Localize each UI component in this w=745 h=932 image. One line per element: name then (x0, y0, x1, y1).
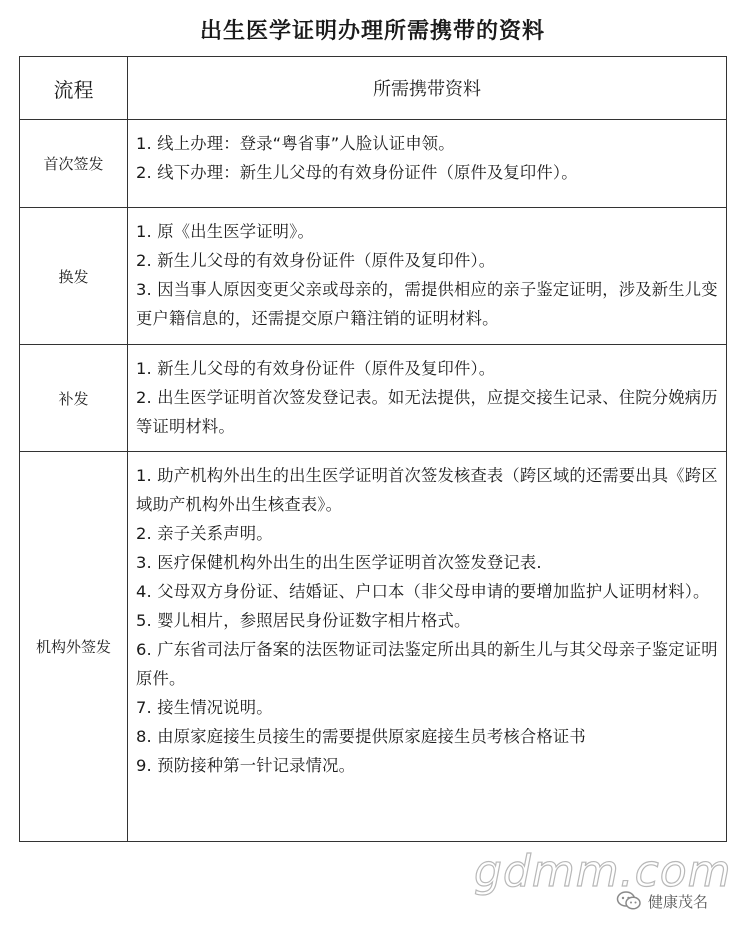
materials-cell (128, 208, 727, 345)
materials-cell (128, 452, 727, 842)
material-item: 2. 亲子关系声明。 (136, 524, 273, 543)
table-header-row (20, 57, 727, 120)
process-step: 换发 (20, 208, 128, 345)
table-body (20, 120, 727, 842)
table-row (20, 345, 727, 452)
material-item: 1. 线上办理：登录“粤省事”人脸认证申领。 (136, 134, 455, 153)
material-item: 3. 医疗保健机构外出生的出生医学证明首次签发登记表. (136, 553, 542, 572)
material-item: 2. 线下办理：新生儿父母的有效身份证件（原件及复印件）。 (136, 163, 578, 182)
material-item: 2. 新生儿父母的有效身份证件（原件及复印件）。 (136, 251, 496, 270)
watermark: gdmm.com (474, 846, 732, 897)
table-row (20, 208, 727, 345)
material-item: 2. 出生医学证明首次签发登记表。如无法提供，应提交接生记录、住院分娩病历等证明材料。 (136, 388, 718, 436)
material-item: 3. 因当事人原因变更父亲或母亲的，需提供相应的亲子鉴定证明，涉及新生儿变更户籍信息的，还需提交原户籍注销的证明材料。 (136, 280, 718, 328)
material-item: 1. 新生儿父母的有效身份证件（原件及复印件）。 (136, 359, 496, 378)
material-item: 9. 预防接种第一针记录情况。 (136, 756, 356, 775)
brand-name: 健康茂名 (648, 892, 709, 911)
materials-cell (128, 345, 727, 452)
header-materials: 所需携带资料 (128, 57, 727, 120)
brand-signature (616, 890, 708, 912)
material-item: 6. 广东省司法厅备案的法医物证司法鉴定所出具的新生儿与其父母亲子鉴定证明原件。 (136, 640, 718, 688)
material-item: 4. 父母双方身份证、结婚证、户口本（非父母申请的要增加监护人证明材料）。 (136, 582, 710, 601)
header-process: 流程 (20, 57, 128, 120)
requirements-table (19, 56, 727, 842)
material-item: 1. 原《出生医学证明》。 (136, 222, 314, 241)
material-item: 5. 婴儿相片，参照居民身份证数字相片格式。 (136, 611, 471, 630)
process-step: 机构外签发 (20, 452, 128, 842)
material-item: 8. 由原家庭接生员接生的需要提供原家庭接生员考核合格证书 (136, 727, 586, 746)
page-title: 出生医学证明办理所需携带的资料 (199, 19, 545, 44)
table-row (20, 120, 727, 208)
wechat-icon (616, 890, 642, 912)
materials-cell (128, 120, 727, 208)
material-item: 7. 接生情况说明。 (136, 698, 273, 717)
process-step: 补发 (20, 345, 128, 452)
material-item: 1. 助产机构外出生的出生医学证明首次签发核查表（跨区域的还需要出具《跨区域助产机构外出生核查表》。 (136, 466, 718, 514)
table-row (20, 452, 727, 842)
process-step: 首次签发 (20, 120, 128, 208)
